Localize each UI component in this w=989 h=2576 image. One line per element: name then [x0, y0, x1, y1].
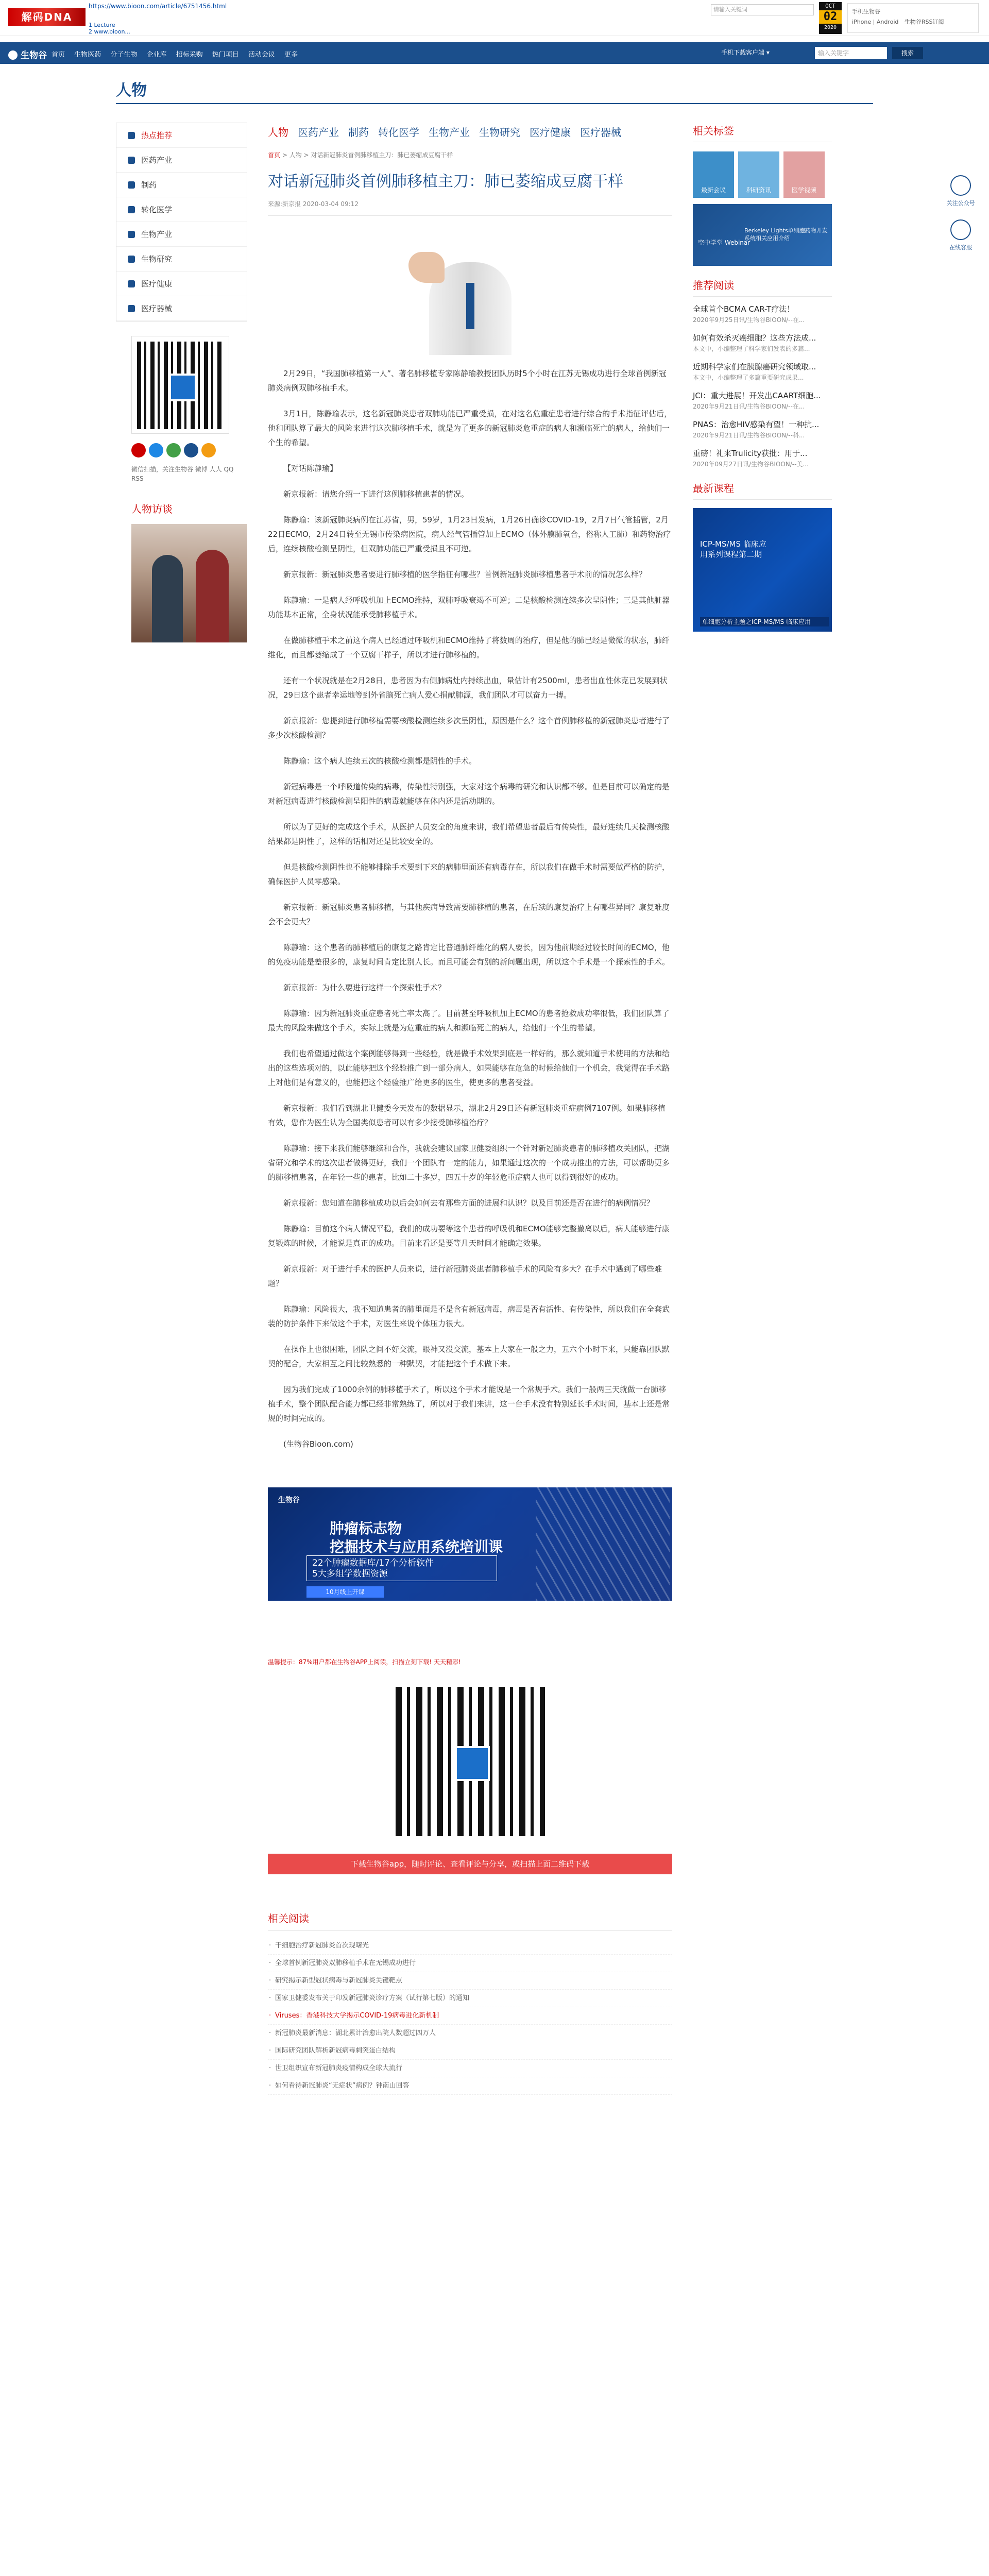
- social-caption: 微信扫描，关注生物谷 微博 人人 QQ RSS: [131, 466, 234, 482]
- related-item[interactable]: · 国家卫健委发布关于印发新冠肺炎诊疗方案（试行第七版）的通知: [268, 1990, 672, 2007]
- channel-title: 人物: [116, 81, 147, 99]
- ad-enroll-button[interactable]: 10月线上开课: [306, 1586, 384, 1598]
- article-paragraph: 2月29日，“我国肺移植第一人”、著名肺移植专家陈静瑜教授团队历时5个小时在江苏无锡成功进行全球首例新冠肺炎病例双肺移植手术。: [268, 369, 667, 393]
- recommend-summary: 本文中，小编整理了科学家们发表的多篇...: [693, 345, 810, 352]
- course-heading: 最新课程: [693, 480, 832, 500]
- ad-headline-2: 挖掘技术与应用系统培训课: [330, 1538, 503, 1555]
- menu-icon: [128, 256, 135, 263]
- interview-photo[interactable]: [131, 524, 247, 642]
- left-sidebar: [116, 123, 247, 642]
- ad-logo: 生物谷: [278, 1496, 300, 1504]
- logo-icon: [8, 50, 18, 60]
- recommend-summary: 2020年9月21日讯/生物谷BIOON/--科...: [693, 432, 805, 439]
- interview-heading: 人物访谈: [131, 503, 173, 515]
- doctor-hand: [408, 252, 445, 283]
- tab-pharma[interactable]: 制药: [348, 126, 369, 139]
- related-item[interactable]: · 研究揭示新型冠状病毒与新冠肺炎关键靶点: [268, 1972, 672, 1990]
- weibo-icon[interactable]: [131, 443, 146, 457]
- recommend-item[interactable]: [693, 333, 832, 353]
- qq-icon[interactable]: [184, 443, 198, 457]
- left-menu-item[interactable]: 医疗器械: [116, 296, 247, 321]
- side-info-2[interactable]: iPhone | Android: [852, 19, 899, 25]
- download-app-button[interactable]: 下载生物谷app，随时评论、查看评论与分享，或扫描上面二维码下载: [268, 1854, 672, 1874]
- dna-helix-graphic: [536, 1487, 670, 1601]
- article-paragraph: 新京报新：为什么要进行这样一个探索性手术？: [283, 983, 446, 992]
- recommend-title: 全球首个BCMA CAR-T疗法！: [693, 304, 795, 314]
- nav-items: [52, 49, 305, 59]
- right-sidebar: [693, 123, 832, 632]
- article-title: 对话新冠肺炎首例肺移植主刀：肺已萎缩成豆腐干样: [268, 173, 623, 191]
- floating-toolbar: [943, 175, 979, 264]
- wechat-qr-code: [131, 336, 229, 434]
- related-heading: 相关阅读: [268, 1910, 672, 1931]
- qr-code-icon: [137, 342, 225, 429]
- tab-pharma-industry[interactable]: 医药产业: [298, 126, 339, 139]
- tag-card-video[interactable]: 医学视频: [783, 151, 825, 198]
- article-paragraph: 新京报新：新冠肺炎患者肺移植，与其他疾病导致需要肺移植的患者，在后续的康复治疗上有哪些异同？康复难度会不会更大？: [268, 903, 670, 926]
- ad-headline-1: 肿瘤标志物: [330, 1520, 402, 1537]
- menu-icon: [128, 157, 135, 164]
- article-paragraph: 新京报新：对于进行手术的医护人员来说，进行新冠肺炎患者肺移植手术的风险有多大？在手术中遇到了哪些难题？: [268, 1264, 662, 1288]
- follow-button[interactable]: [943, 175, 979, 207]
- tag-card-news[interactable]: 科研资讯: [738, 151, 779, 198]
- recommend-item[interactable]: [693, 304, 832, 325]
- nav-item-home[interactable]: 首页: [52, 51, 65, 59]
- article-paragraph: 陈静瑜：因为新冠肺炎重症患者死亡率太高了。目前甚至呼吸机加上ECMO的患者抢救成功率很低，我们团队算了最大的风险来做这个手术，实际上就是为危重症的病人和濒临死亡的病人，给他们一个生的希望。: [268, 1009, 670, 1032]
- top-side-info: [847, 3, 979, 33]
- article-paragraph: 新京报新：请您介绍一下进行这例肺移植患者的情况。: [283, 489, 469, 499]
- article-paragraph: 陈静瑜：这个病人连续五次的核酸检测都是阴性的手术。: [283, 756, 477, 766]
- nav-app-download[interactable]: 手机下载客户端 ▾: [721, 49, 770, 56]
- article-paragraph: 3月1日，陈静瑜表示，这名新冠肺炎患者双肺功能已严重受损，在对这名危重症患者进行综合的手术指征评估后，他和团队算了最大的风险来进行这次肺移植手术，就是为了更多的新冠肺炎危重症的病人和濒临死亡的病人，给他们一个生的希望。: [268, 409, 672, 447]
- top-bar: [0, 0, 989, 36]
- tab-devices[interactable]: 医疗器械: [580, 126, 621, 139]
- date-month: OCT: [825, 3, 835, 9]
- breadcrumb-home[interactable]: 首页: [268, 151, 281, 159]
- side-info-1[interactable]: 手机生物谷: [852, 8, 880, 15]
- left-menu-item[interactable]: 医疗健康: [116, 272, 247, 296]
- related-item[interactable]: · 世卫组织宣布新冠肺炎疫情构成全球大流行: [268, 2060, 672, 2077]
- related-item[interactable]: · 新冠肺炎最新消息：湖北累计治愈出院人数超过四万人: [268, 2025, 672, 2042]
- top-search-input[interactable]: 请输入关键词: [711, 4, 814, 15]
- site-logo[interactable]: 解码DNA: [8, 8, 86, 26]
- main-nav: [0, 42, 989, 64]
- channel-divider: [116, 103, 873, 104]
- article-paragraph: (生物谷Bioon.com): [283, 1439, 353, 1449]
- article-paragraph: 我们也希望通过做这个案例能够得到一些经验，就是做手术效果到底是一样好的，那么就知道手术使用的方法和给出的这些选项对的，以此能够把这个经验推广到一部分病人，如果能够在危急的时候给他们一个机会，我觉得在手术路上对他们是有意义的，也能把这个经验推广给更多的医生，使更多的患者受益。: [268, 1049, 670, 1087]
- related-list: [268, 1937, 672, 2095]
- left-menu-item[interactable]: 转化医学: [116, 197, 247, 222]
- related-item[interactable]: · Viruses：香港科技大学揭示COVID-19病毒进化新机制: [268, 2007, 672, 2025]
- nav-item-company[interactable]: 企业库: [146, 51, 167, 59]
- top-link-bioon[interactable]: 2 www.bioon...: [89, 28, 130, 35]
- recommend-item[interactable]: [693, 391, 832, 411]
- recommend-summary: 2020年09月27日讯/生物谷BIOON/--美...: [693, 461, 809, 468]
- webinar-label: 空中学堂 Webinar: [698, 239, 751, 246]
- tab-translational[interactable]: 转化医学: [378, 126, 419, 139]
- article-body: [268, 366, 672, 1451]
- article-paragraph: 所以为了更好的完成这个手术，从医护人员安全的角度来讲，我们希望患者最后有传染性，最好连续几天检测核酸结果都是阴性了，这样的话相对还是比较安全的。: [268, 822, 670, 846]
- article-paragraph: 在做肺移植手术之前这个病人已经通过呼吸机和ECMO维持了将数周的治疗，但是他的肺已经是微微的状态，肺纤维化，而且都萎缩成了一个豆腐干样子，所以才进行肺移植的。: [268, 636, 670, 659]
- nav-search-input[interactable]: 输入关键字: [815, 47, 887, 59]
- top-link-lecture[interactable]: 1 Lecture: [89, 22, 115, 28]
- menu-icon: [128, 206, 135, 213]
- recommend-title: PNAS：治愈HIV感染有望！一种抗...: [693, 420, 820, 429]
- nav-item-more[interactable]: 更多: [284, 51, 298, 59]
- menu-icon: [128, 305, 135, 312]
- side-info-3[interactable]: 生物谷RSS订阅: [904, 19, 944, 25]
- left-menu-item[interactable]: 热点推荐: [116, 123, 247, 148]
- recommend-summary: 2020年9月25日讯/生物谷BIOON/--在...: [693, 316, 805, 324]
- recommend-title: 近期科学家们在胰腺癌研究领域取...: [693, 362, 816, 371]
- renren-icon[interactable]: [149, 443, 163, 457]
- recommend-item[interactable]: [693, 419, 832, 440]
- social-icons: [131, 443, 247, 460]
- recommend-item[interactable]: [693, 448, 832, 469]
- related-item[interactable]: · 如何看待新冠肺炎“无症状”病例？钟南山回答: [268, 2077, 672, 2095]
- wechat-icon: [950, 175, 971, 196]
- recommend-summary: 2020年9月21日讯/生物谷BIOON/--在...: [693, 403, 805, 410]
- webinar-text: Berkeley Lights单细胞药物开发系统相关应用介绍: [744, 227, 828, 242]
- top-link-list: [89, 22, 130, 35]
- article-paragraph: 因为我们完成了1000余例的肺移植手术了，所以这个手术才能说是一个常规手术。我们一般两三天就做一台肺移植手术，整个团队配合能力都已经非常熟练了，所以对于我们来讲，这一台手术没有特别延长手术时间，基本上还是常规的时间完成的。: [268, 1385, 670, 1423]
- nav-item-molecular[interactable]: 分子生物: [110, 51, 138, 59]
- nav-item-events[interactable]: 活动会议: [248, 51, 275, 59]
- ad-feature-1: 22个肿瘤数据库/17个分析软件: [312, 1558, 434, 1568]
- doctor-tie: [466, 283, 474, 329]
- breadcrumb-path: > 人物 > 对话新冠肺炎首例肺移植主刀：肺已萎缩成豆腐干样: [280, 151, 453, 159]
- article-paragraph: 新京报新：我们看到湖北卫健委今天发布的数据显示，湖北2月29日还有新冠肺炎重症病例7107例。如果肺移植有效，您作为医生认为全国类似患者可以有多少接受肺移植治疗？: [268, 1104, 666, 1127]
- tag-card-meetings[interactable]: 最新会议: [693, 151, 734, 198]
- main-content: [268, 123, 672, 2095]
- article-paragraph: 新京报新：新冠肺炎患者要进行肺移植的医学指征有哪些？首例新冠肺炎肺移植患者手术前的情况怎么样？: [283, 570, 647, 579]
- tags-heading: 相关标签: [693, 123, 832, 142]
- article-paragraph: 新京报新：您提到进行肺移植需要核酸检测连续多次呈阴性，原因是什么？这个首例肺移植的新冠肺炎患者进行了多少次核酸检测？: [268, 716, 670, 740]
- recommend-list: [693, 304, 832, 469]
- article-paragraph: 【对话陈静瑜】: [283, 464, 338, 473]
- related-item[interactable]: · 干细胞治疗新冠肺炎首次现曙光: [268, 1937, 672, 1955]
- left-menu-item[interactable]: 生物产业: [116, 222, 247, 247]
- course-title: ICP-MS/MS 临床应用系列课程第二期: [700, 539, 766, 559]
- ad-feature-2: 5大多组学数据资源: [312, 1569, 388, 1579]
- nav-logo-text: 生物谷: [21, 50, 47, 61]
- article-paragraph: 新冠病毒是一个呼吸道传染的病毒，传染性特别强，大家对这个病毒的研究和认识都不够。但是目前可以确定的是对新冠病毒进行核酸检测呈阳性的病毒就能够在体内还是活动期的。: [268, 782, 670, 806]
- article-paragraph: 但是核酸检测阴性也不能够排除手术要到下来的病肺里面还有病毒存在，所以我们在做手术时需要做严格的防护，确保医护人员零感染。: [268, 862, 670, 886]
- app-promo-text: 温馨提示：87%用户都在生物谷APP上阅读，扫描立刻下载! 天天精彩!: [268, 1658, 461, 1666]
- date-widget: [819, 2, 842, 34]
- recommend-summary: 本文中，小编整理了多篇重要研究成果...: [693, 374, 804, 381]
- date-day: 02: [819, 10, 842, 24]
- left-menu-item[interactable]: 医药产业: [116, 148, 247, 173]
- tab-bio-research[interactable]: 生物研究: [479, 126, 520, 139]
- follow-label: 关注公众号: [946, 200, 975, 207]
- qr-code-icon: [396, 1687, 545, 1836]
- article-paragraph: 在操作上也很困难，团队之间不好交流，眼神又没交流，基本上大家在一般之力，五六个小时下来，只能靠团队默契的配合，大家相互之间比较熟悉的一种默契，才能把这个手术做下来。: [268, 1345, 670, 1368]
- left-menu-item[interactable]: 制药: [116, 173, 247, 197]
- recommend-heading: 推荐阅读: [693, 277, 832, 297]
- nav-item-bidding[interactable]: 招标采购: [176, 51, 203, 59]
- recommend-item[interactable]: [693, 362, 832, 382]
- article-paragraph: 陈静瑜：目前这个病人情况平稳，我们的成功要等这个患者的呼吸机和ECMO能够完整撤离以后，病人能够进行康复锻炼的时候，才能说是真正的成功。目前来看还是要等几天时间才能确定效果。: [268, 1224, 670, 1248]
- wechat-icon[interactable]: [166, 443, 181, 457]
- service-button[interactable]: [943, 219, 979, 251]
- app-qr-code: [396, 1687, 545, 1836]
- ad-feature-box: [306, 1555, 497, 1581]
- category-tabs: [268, 123, 672, 142]
- chat-icon: [950, 219, 971, 240]
- related-item[interactable]: · 全球首例新冠肺炎双肺移植手术在无锡成功进行: [268, 1955, 672, 1972]
- article-paragraph: 陈静瑜：接下来我们能够继续和合作，我就会建议国家卫健委组织一个针对新冠肺炎患者的肺移植攻关团队，把湖省研究和学术的这次患者做得更好，我们一个团队有一定的能力，如果通过这次的一个成功推出的方法，可以帮助更多的肺移植患者，在年轻一些的患者，比如二十多岁，四五十岁的年轻危重症病人也可以得到很好的成功。: [268, 1144, 670, 1182]
- nav-logo[interactable]: [8, 48, 47, 61]
- rss-icon[interactable]: [201, 443, 216, 457]
- address-bar[interactable]: https://www.bioon.com/article/6751456.html: [89, 3, 227, 10]
- recommend-title: 重磅！礼来Trulicity获批：用于...: [693, 449, 808, 458]
- tab-people[interactable]: 人物: [268, 126, 288, 139]
- article-paragraph: 新京报新：您知道在肺移植成功以后会如何去有那些方面的进展和认识？以及目前还是否在进行的病例情况？: [283, 1198, 655, 1208]
- article-image: [408, 252, 532, 355]
- nav-item-projects[interactable]: 热门项目: [212, 51, 239, 59]
- tab-bio-industry[interactable]: 生物产业: [429, 126, 470, 139]
- nav-search-button[interactable]: 搜索: [892, 47, 923, 59]
- left-menu: [116, 123, 247, 321]
- menu-icon: [128, 132, 135, 139]
- tab-health[interactable]: 医疗健康: [530, 126, 571, 139]
- related-item[interactable]: · 国际研究团队解析新冠病毒刺突蛋白结构: [268, 2042, 672, 2060]
- breadcrumb: [268, 150, 672, 159]
- recommend-title: 如何有效杀灭癌细胞？这些方法成...: [693, 333, 816, 343]
- tag-cards: [693, 151, 832, 198]
- webinar-card[interactable]: [693, 204, 832, 266]
- article-paragraph: 陈静瑜：这个患者的肺移植后的康复之路肯定比普通肺纤维化的病人要长，因为他前期经过较长时间的ECMO，他的免疫功能是差很多的，康复时间肯定比别人长。而且可能会有别的新问题出现，所以这个手术是一个探索性的手术。: [268, 943, 670, 967]
- course-footer: 单细胞分析主题之ICP-MS/MS 临床应用: [700, 617, 829, 626]
- article-paragraph: 陈静瑜：该新冠肺炎病例在江苏省，男，59岁，1月23日发病，1月26日确诊COVID-19，2月7日气管插管，2月22日ECMO，2月24日转至无锡市传染病医院，病人经气管插管加上ECMO（体外膜肺氧合，俗称人工肺）和药物治疗后，连续核酸检测呈阴性，但双肺功能已严重受损且不可逆。: [268, 515, 671, 553]
- article-paragraph: 还有一个状况就是在2月28日，患者因为右侧肺病灶内持续出血，量估计有2500ml，患者出血性休克已发展到状况，29日这个患者幸运地等到外省脑死亡病人爱心捐献肺源，我们团队才可以奋力一搏。: [268, 676, 668, 700]
- recommend-title: JCI：重大进展！开发出CAART细胞...: [693, 391, 821, 400]
- service-label: 在线客服: [949, 244, 972, 251]
- left-menu-item[interactable]: 生物研究: [116, 247, 247, 272]
- date-year: 2020: [824, 25, 837, 30]
- article-paragraph: 陈静瑜：风险很大，我不知道患者的肺里面是不是含有新冠病毒，病毒是否有活性、有传染性，所以我们在全套武装的防护条件下来做这个手术，对医生来说个体压力很大。: [268, 1304, 670, 1328]
- course-banner[interactable]: [693, 508, 832, 632]
- article-meta: 来源:新京报 2020-03-04 09:12: [268, 199, 672, 216]
- article-paragraph: 陈静瑜：一是病人经呼吸机加上ECMO维持，双肺呼吸衰竭不可逆；二是核酸检测连续多次呈阴性；三是其他脏器功能基本正常，全身状况能承受肺移植手术。: [268, 596, 670, 619]
- nav-item-pharma[interactable]: 生物医药: [74, 51, 101, 59]
- menu-icon: [128, 231, 135, 238]
- menu-icon: [128, 181, 135, 189]
- menu-icon: [128, 280, 135, 287]
- ad-banner[interactable]: [268, 1487, 672, 1601]
